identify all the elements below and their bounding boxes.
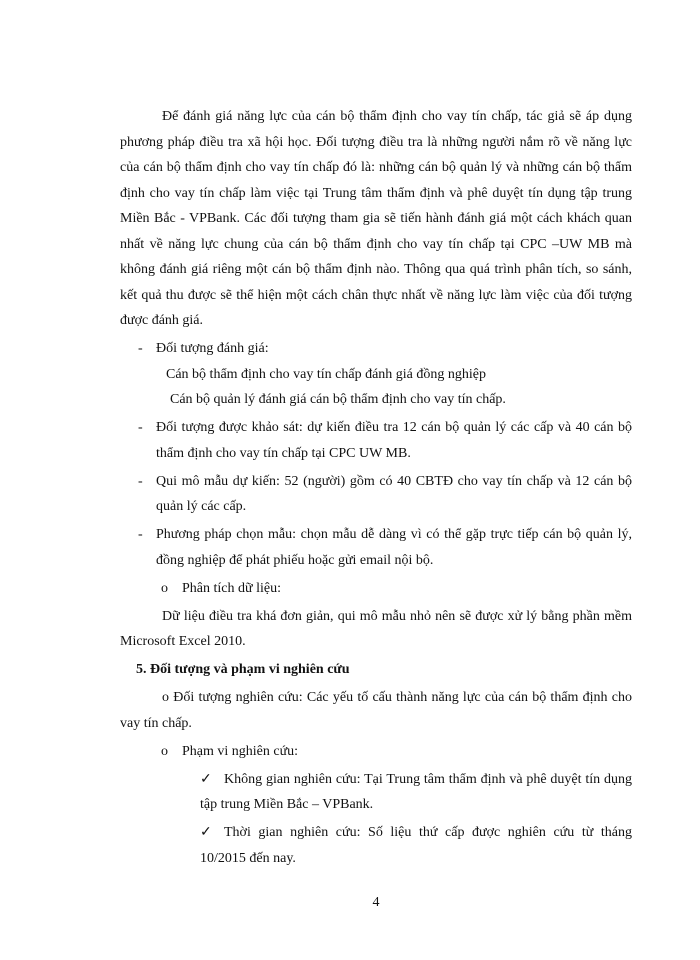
dash-bullet: - [138, 341, 143, 356]
check-icon: ✓ [200, 825, 212, 840]
circle-bullet: o [161, 580, 168, 596]
sample-size-item [120, 469, 632, 520]
research-scope-space-text: Không gian nghiên cứu: Tại Trung tâm thẩm định và phê duyệt tín dụng tập trung Miền Bắc – VPBank. [200, 771, 632, 812]
surveyed-subjects-item [120, 415, 632, 466]
research-object-text [120, 685, 632, 736]
data-analysis-item [120, 576, 632, 602]
evaluation-subjects-item [120, 336, 632, 362]
intro-paragraph: Để đánh giá năng lực của cán bộ thẩm định cho vay tín chấp, tác giả sẽ áp dụng phương pháp điều tra xã hội học. Đối tượng điều tra là những người nắm rõ về năng lực của cán bộ thẩm định cho vay tín chấp đó là: những cán bộ quản lý và những cán bộ thẩm định cho vay tín chấp làm việc tại Trung tâm thẩm định và phê duyệt tín dụng tập trung Miền Bắc - VPBank. Các đối tượng tham gia sẽ tiến hành đánh giá một cách khách quan nhất về năng lực chung của cán bộ thẩm định cho vay tín chấp tại CPC –UW MB mà không đánh giá riêng một cán bộ thẩm định nào. Thông qua quá trình phân tích, so sánh, kết quả thu được sẽ thể hiện một cách chân thực nhất về năng lực làm việc của đối tượng được đánh giá. [120, 109, 632, 328]
research-object-content: Đối tượng nghiên cứu: Các yếu tố cấu thành năng lực của cán bộ thẩm định cho vay tín chấp. [120, 690, 633, 731]
document-page [120, 104, 632, 871]
sample-size-text: Qui mô mẫu dự kiến: 52 (người) gồm có 40 CBTĐ cho vay tín chấp và 12 cán bộ quản lý các cấp. [156, 473, 632, 514]
research-scope-label: Phạm vi nghiên cứu: [182, 743, 299, 759]
dash-bullet: - [138, 527, 143, 542]
research-scope-time-item [120, 820, 632, 871]
research-scope-space-item [120, 767, 632, 818]
research-scope-item [120, 739, 632, 765]
research-scope-time-text: Thời gian nghiên cứu: Số liệu thứ cấp được nghiên cứu từ tháng 10/2015 đến nay. [200, 825, 632, 866]
check-icon: ✓ [200, 771, 212, 787]
data-analysis-text: Dữ liệu điều tra khá đơn giản, qui mô mẫu nhỏ nên sẽ được xử lý bằng phần mềm Microsoft Excel 2010. [120, 608, 632, 649]
surveyed-subjects-text: Đối tượng được khảo sát: dự kiến điều tra 12 cán bộ quản lý các cấp và 40 cán bộ thẩm định cho vay tín chấp tại CPC UW MB. [156, 420, 632, 461]
section-heading: 5. Đối tượng và phạm vi nghiên cứu [136, 662, 350, 677]
research-object-item [120, 685, 632, 736]
sampling-method-item [120, 522, 632, 573]
circle-bullet: o [161, 743, 168, 759]
dash-bullet: - [138, 420, 143, 435]
evaluation-subject-line-1: Cán bộ thẩm định cho vay tín chấp đánh giá đồng nghiệp [166, 366, 486, 382]
dash-bullet: - [138, 473, 143, 489]
data-analysis-label: Phân tích dữ liệu: [182, 580, 281, 596]
page-number: 4 [372, 895, 380, 910]
sampling-method-text: Phương pháp chọn mẫu: chọn mẫu dễ dàng vì có thể gặp trực tiếp cán bộ quản lý, đồng nghiệp để phát phiếu hoặc gửi email nội bộ. [156, 527, 632, 568]
evaluation-subject-line-2: Cán bộ quản lý đánh giá cán bộ thẩm định cho vay tín chấp. [170, 392, 506, 407]
evaluation-subjects-label: Đối tượng đánh giá: [156, 341, 269, 356]
circle-bullet: o [162, 690, 169, 705]
